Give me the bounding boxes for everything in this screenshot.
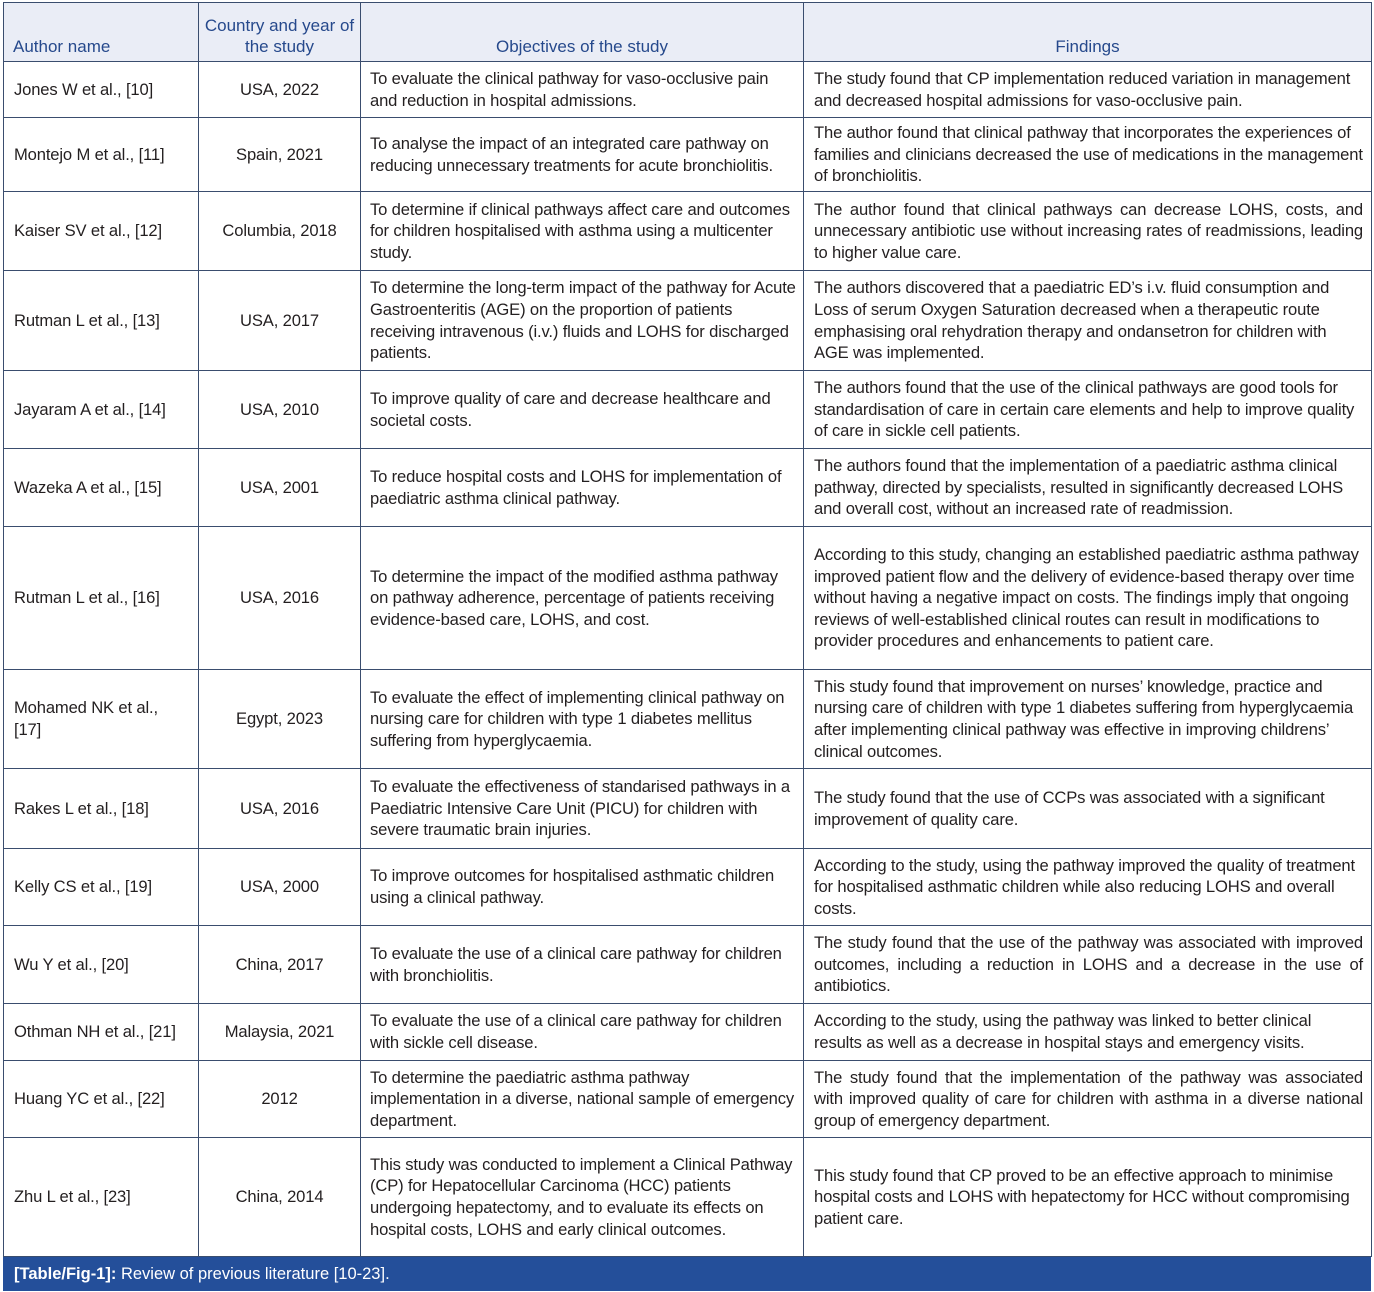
findings-cell: The authors found that the use of the clinical pathways are good tools for standardisation of care in certain care elements and help to improve quality of care in sickle cell patients. bbox=[804, 371, 1372, 449]
findings-cell: According to the study, using the pathway was linked to better clinical results as well as a decrease in hospital stays and emergency visits. bbox=[804, 1004, 1372, 1061]
findings-cell: This study found that improvement on nurses’ knowledge, practice and nursing care of children with type 1 diabetes suffering from hyperglycaemia after implementing clinical pathway was effective in improving childrens’ clinical outcomes. bbox=[804, 670, 1372, 769]
country-year-cell: USA, 2022 bbox=[199, 62, 361, 118]
author-cell: Zhu L et al., [23] bbox=[4, 1138, 199, 1257]
country-year-cell: USA, 2016 bbox=[199, 527, 361, 670]
findings-cell: This study found that CP proved to be an effective approach to minimise hospital costs and LOHS with hepatectomy for HCC without compromising patient care. bbox=[804, 1138, 1372, 1257]
country-year-cell: China, 2014 bbox=[199, 1138, 361, 1257]
findings-cell: The study found that the implementation of the pathway was associated with improved quality of care for children with asthma in a diverse national group of emergency department. bbox=[804, 1061, 1372, 1138]
findings-cell: The study found that CP implementation reduced variation in management and decreased hospital admissions for vaso-occlusive pain. bbox=[804, 62, 1372, 118]
author-cell: Wazeka A et al., [15] bbox=[4, 449, 199, 527]
objectives-cell: To improve outcomes for hospitalised asthmatic children using a clinical pathway. bbox=[361, 849, 804, 926]
table-row bbox=[4, 118, 1372, 192]
objectives-cell: This study was conducted to implement a Clinical Pathway (CP) for Hepatocellular Carcinoma (HCC) patients undergoing hepatectomy, and to evaluate its effects on hospital costs, LOHS and early clinical outcomes. bbox=[361, 1138, 804, 1257]
table-row bbox=[4, 1061, 1372, 1138]
author-cell: Othman NH et al., [21] bbox=[4, 1004, 199, 1061]
country-year-cell: Columbia, 2018 bbox=[199, 192, 361, 271]
findings-cell: The author found that clinical pathways can decrease LOHS, costs, and unnecessary antibiotic use without increasing rates of readmissions, leading to higher value care. bbox=[804, 192, 1372, 271]
table-row bbox=[4, 527, 1372, 670]
objectives-cell: To analyse the impact of an integrated care pathway on reducing unnecessary treatments for acute bronchiolitis. bbox=[361, 118, 804, 192]
country-year-cell: Egypt, 2023 bbox=[199, 670, 361, 769]
findings-cell: The author found that clinical pathway that incorporates the experiences of families and clinicians decreased the use of medications in the management of bronchiolitis. bbox=[804, 118, 1372, 192]
table-row bbox=[4, 371, 1372, 449]
caption-label: [Table/Fig-1]: bbox=[14, 1265, 117, 1283]
country-year-cell: USA, 2001 bbox=[199, 449, 361, 527]
country-year-cell: Malaysia, 2021 bbox=[199, 1004, 361, 1061]
findings-cell: The authors found that the implementation of a paediatric asthma clinical pathway, directed by specialists, resulted in significantly decreased LOHS and overall cost, without an increased rate of readmission. bbox=[804, 449, 1372, 527]
objectives-cell: To evaluate the use of a clinical care pathway for children with sickle cell disease. bbox=[361, 1004, 804, 1061]
author-cell: Mohamed NK et al., [17] bbox=[4, 670, 199, 769]
table-row bbox=[4, 449, 1372, 527]
author-cell: Jones W et al., [10] bbox=[4, 62, 199, 118]
table-row bbox=[4, 62, 1372, 118]
author-cell: Huang YC et al., [22] bbox=[4, 1061, 199, 1138]
table-row bbox=[4, 849, 1372, 926]
author-cell: Jayaram A et al., [14] bbox=[4, 371, 199, 449]
table-row bbox=[4, 1004, 1372, 1061]
country-year-cell: China, 2017 bbox=[199, 926, 361, 1004]
author-cell: Rutman L et al., [13] bbox=[4, 271, 199, 371]
objectives-cell: To evaluate the use of a clinical care pathway for children with bronchiolitis. bbox=[361, 926, 804, 1004]
country-year-cell: USA, 2016 bbox=[199, 769, 361, 849]
header-country-year-label: Country and year of the study bbox=[204, 16, 355, 56]
caption-text: Review of previous literature [10-23]. bbox=[116, 1265, 390, 1283]
author-cell: Rutman L et al., [16] bbox=[4, 527, 199, 670]
findings-cell: According to this study, changing an established paediatric asthma pathway improved patient flow and the delivery of evidence-based therapy over time without having a negative impact on costs. The findings imply that ongoing reviews of well-established clinical routes can result in modifications to provider procedures and enhancements to patient care. bbox=[804, 527, 1372, 670]
objectives-cell: To reduce hospital costs and LOHS for implementation of paediatric asthma clinical pathway. bbox=[361, 449, 804, 527]
country-year-cell: USA, 2000 bbox=[199, 849, 361, 926]
findings-cell: The study found that the use of the pathway was associated with improved outcomes, including a reduction in LOHS and a decrease in the use of antibiotics. bbox=[804, 926, 1372, 1004]
objectives-cell: To evaluate the effect of implementing clinical pathway on nursing care for children with type 1 diabetes mellitus suffering from hyperglycaemia. bbox=[361, 670, 804, 769]
author-cell: Rakes L et al., [18] bbox=[4, 769, 199, 849]
country-year-cell: USA, 2017 bbox=[199, 271, 361, 371]
author-cell: Kelly CS et al., [19] bbox=[4, 849, 199, 926]
objectives-cell: To determine the long-term impact of the pathway for Acute Gastroenteritis (AGE) on the proportion of patients receiving intravenous (i.v.) fluids and LOHS for discharged patients. bbox=[361, 271, 804, 371]
country-year-cell: 2012 bbox=[199, 1061, 361, 1138]
author-cell: Kaiser SV et al., [12] bbox=[4, 192, 199, 271]
objectives-cell: To determine if clinical pathways affect care and outcomes for children hospitalised with asthma using a multicenter study. bbox=[361, 192, 804, 271]
table-row bbox=[4, 1138, 1372, 1257]
objectives-cell: To improve quality of care and decrease healthcare and societal costs. bbox=[361, 371, 804, 449]
objectives-cell: To evaluate the effectiveness of standarised pathways in a Paediatric Intensive Care Unit (PICU) for children with severe traumatic brain injuries. bbox=[361, 769, 804, 849]
objectives-cell: To determine the impact of the modified asthma pathway on pathway adherence, percentage of patients receiving evidence-based care, LOHS, and cost. bbox=[361, 527, 804, 670]
literature-review-figure bbox=[3, 2, 1371, 1291]
header-findings: Findings bbox=[804, 3, 1372, 62]
table-header-row bbox=[4, 3, 1372, 62]
table-caption bbox=[3, 1257, 1371, 1291]
header-author-name: Author name bbox=[4, 3, 199, 62]
table-row bbox=[4, 670, 1372, 769]
header-country-year bbox=[199, 3, 361, 62]
header-objectives: Objectives of the study bbox=[361, 3, 804, 62]
table-row bbox=[4, 192, 1372, 271]
findings-cell: According to the study, using the pathway improved the quality of treatment for hospitalised asthmatic children while also reducing LOHS and overall costs. bbox=[804, 849, 1372, 926]
findings-cell: The authors discovered that a paediatric ED’s i.v. fluid consumption and Loss of serum Oxygen Saturation decreased when a therapeutic route emphasising oral rehydration therapy and ondansetron for children with AGE was implemented. bbox=[804, 271, 1372, 371]
country-year-cell: USA, 2010 bbox=[199, 371, 361, 449]
author-cell: Montejo M et al., [11] bbox=[4, 118, 199, 192]
literature-review-table bbox=[3, 2, 1372, 1257]
author-cell: Wu Y et al., [20] bbox=[4, 926, 199, 1004]
table-row bbox=[4, 271, 1372, 371]
findings-cell: The study found that the use of CCPs was associated with a significant improvement of quality care. bbox=[804, 769, 1372, 849]
table-row bbox=[4, 769, 1372, 849]
objectives-cell: To evaluate the clinical pathway for vaso-occlusive pain and reduction in hospital admissions. bbox=[361, 62, 804, 118]
objectives-cell: To determine the paediatric asthma pathway implementation in a diverse, national sample of emergency department. bbox=[361, 1061, 804, 1138]
table-row bbox=[4, 926, 1372, 1004]
table-body bbox=[4, 62, 1372, 1257]
country-year-cell: Spain, 2021 bbox=[199, 118, 361, 192]
